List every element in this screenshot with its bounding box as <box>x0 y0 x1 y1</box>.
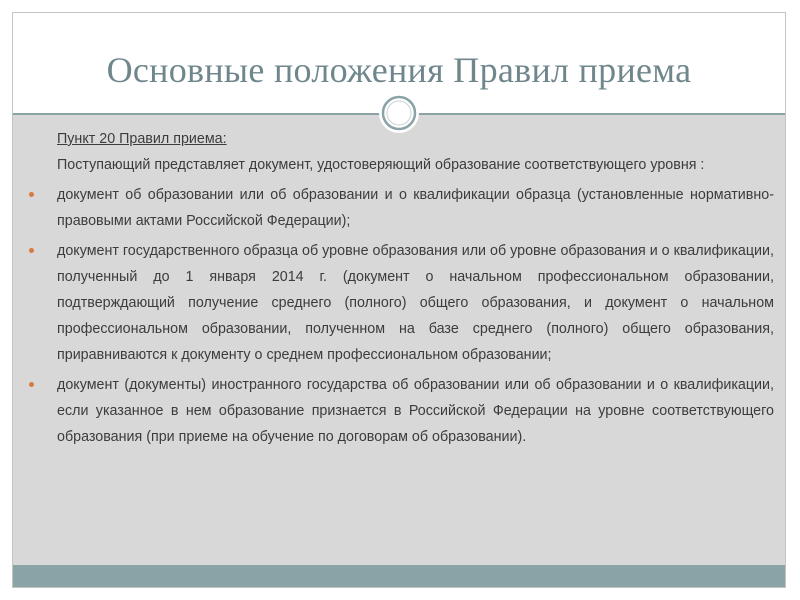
slide-title: Основные положения Правил приема <box>106 50 692 90</box>
intro-paragraph: Поступающий представляет документ, удостоверяющий образование соответствующего уровня : <box>57 157 705 173</box>
list-item <box>29 372 774 450</box>
list-item-text: документ государственного образца об уровне образования или об уровне образования и о квалификации, полученный до 1 января 2014 г. (документ о начальном профессиональном образовании, подтверждающий получение среднего (полного) общего образования, и документ о начальном профессиональном образовании, полученном на базе среднего (полного) общего образования, приравниваются к документу о среднем профессиональном образовании; <box>57 243 774 363</box>
footer-band <box>13 565 785 587</box>
bullet-icon <box>29 382 34 387</box>
content-body <box>29 126 774 450</box>
list-item <box>29 182 774 234</box>
list-item <box>29 238 774 368</box>
bullet-icon <box>29 192 34 197</box>
slide <box>12 12 786 588</box>
bullet-icon <box>29 248 34 253</box>
list-item-text: документ об образовании или об образовании и о квалификации образца (установленные нормативно-правовыми актами Российской Федерации); <box>57 187 774 229</box>
subheading: Пункт 20 Правил приема: <box>57 131 227 147</box>
list-item-text: документ (документы) иностранного государства об образовании или об образовании и о квалификации, если указанное в нем образование признается в Российской Федерации на уровне соответствующего образования (при приеме на обучение по договорам об образовании). <box>57 377 774 445</box>
